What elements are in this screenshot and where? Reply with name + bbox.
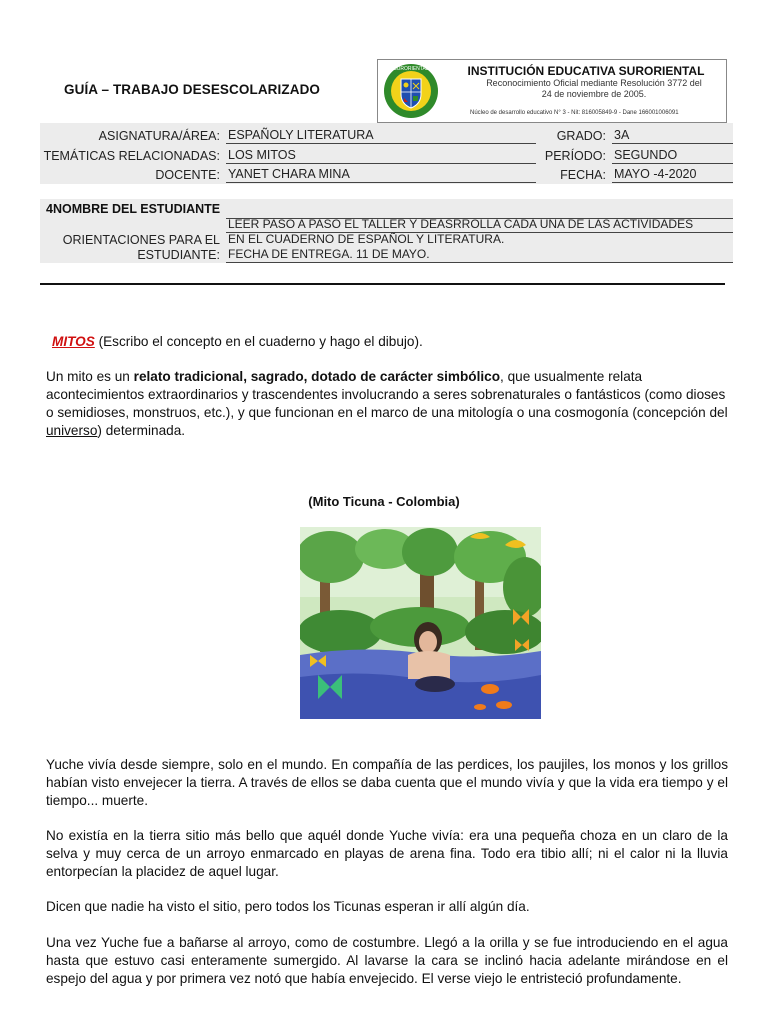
asignatura-label: ASIGNATURA/ÁREA: [98, 129, 220, 143]
mitos-word: MITOS [52, 334, 95, 349]
orientaciones-label-line-1: ORIENTACIONES PARA EL [62, 233, 220, 247]
institution-header [377, 59, 727, 123]
fecha-label: FECHA: [560, 168, 606, 182]
orientaciones-value [228, 217, 733, 262]
tematicas-label: TEMÁTICAS RELACIONADAS: [43, 149, 220, 163]
grado-label: GRADO: [556, 129, 606, 143]
institution-name: INSTITUCIÓN EDUCATIVA SURORIENTAL [467, 64, 705, 78]
school-seal-icon [382, 62, 440, 120]
student-name-label: 4NOMBRE DEL ESTUDIANTE [46, 202, 221, 216]
fecha-value: MAYO -4-2020 [612, 166, 733, 183]
tematicas-value: LOS MITOS [226, 147, 536, 164]
orientaciones-underline [226, 262, 733, 263]
institution-nucleo: Núcleo de desarrollo educativo N° 3 - Nit: 816005849-9 - Dane 166001006091 [470, 110, 679, 116]
docente-label: DOCENTE: [155, 168, 220, 182]
mitos-heading [52, 333, 734, 351]
definition-bold: relato tradicional, sagrado, dotado de carácter simbólico [133, 369, 501, 384]
section-divider [40, 283, 725, 285]
universo-link[interactable]: universo [46, 423, 98, 438]
seal-lettering: SURORIENTAL [393, 66, 429, 72]
myth-definition [46, 368, 728, 440]
recognition-line-1: Reconocimiento Oficial mediante Resolución 3772 del [486, 78, 702, 88]
document-title: GUÍA – TRABAJO DESESCOLARIZADO [64, 82, 321, 97]
orientaciones-line-2: EN EL CUADERNO DE ESPAÑOL Y LITERATURA. [228, 232, 505, 246]
periodo-value: SEGUNDO [612, 147, 733, 164]
story-paragraph-2: No existía en la tierra sitio más bello que aquél donde Yuche vivía: era una pequeña choza en un claro de la selva y muy cerca de un arroyo enmarcado en playas de arena fina. Todo era tibio allí; ni el calor ni la lluvia entorpecían la placidez de aquel lugar. [46, 828, 728, 879]
recognition-line-2: 24 de noviembre de 2005. [541, 89, 647, 99]
asignatura-value: ESPAÑOLY LITERATURA [226, 127, 536, 144]
orientaciones-label-line-2: ESTUDIANTE: [137, 248, 220, 262]
orientaciones-line-3: FECHA DE ENTREGA. 11 DE MAYO. [228, 247, 430, 261]
story-paragraph-3: Dicen que nadie ha visto el sitio, pero todos los Ticunas esperan ir allí algún día. [46, 899, 530, 914]
grado-value: 3A [612, 127, 733, 144]
definition-intro: Un mito es un [46, 369, 134, 384]
definition-end: ) determinada. [97, 423, 186, 438]
orientaciones-label [40, 233, 220, 263]
mitos-instruction: (Escribo el concepto en el cuaderno y hago el dibujo). [94, 334, 423, 349]
definition-body: , que usualmente relata acontecimientos extraordinarios y trascendentes involucrando a seres sobrenaturales o fantásticos (como dioses o semidioses, monstruos, etc.), y que funcionan en el marco de una mitología o una cosmogonía (concepción del [46, 369, 728, 420]
story-paragraph-4: Una vez Yuche fue a bañarse al arroyo, como de costumbre. Llegó a la orilla y se fue introduciendo en el agua hasta que estuvo casi enteramente sumergido. Al lavarse la cara se inclinó hacia adelante mirándose en el espejo del agua y por primera vez notó que había envejecido. El verse viejo le entristeció profundamente. [46, 935, 728, 986]
periodo-label: PERÍODO: [544, 149, 606, 163]
ticuna-myth-illustration [300, 527, 541, 719]
story-paragraph-1: Yuche vivía desde siempre, solo en el mundo. En compañía de las perdices, los paujiles, los monos y los grillos habían visto envejecer la tierra. A través de ellos se daba cuenta que el mundo vivía y que la vida era tiempo y el tiempo... muerte. [46, 757, 728, 808]
docente-value: YANET CHARA MINA [226, 166, 536, 183]
illustration-caption: (Mito Ticuna - Colombia) [308, 494, 460, 509]
institution-recognition [464, 78, 724, 100]
orientaciones-line-1: LEER PASO A PASO EL TALLER Y DEASRROLLA CADA UNA DE LAS ACTIVIDADES [228, 217, 694, 231]
